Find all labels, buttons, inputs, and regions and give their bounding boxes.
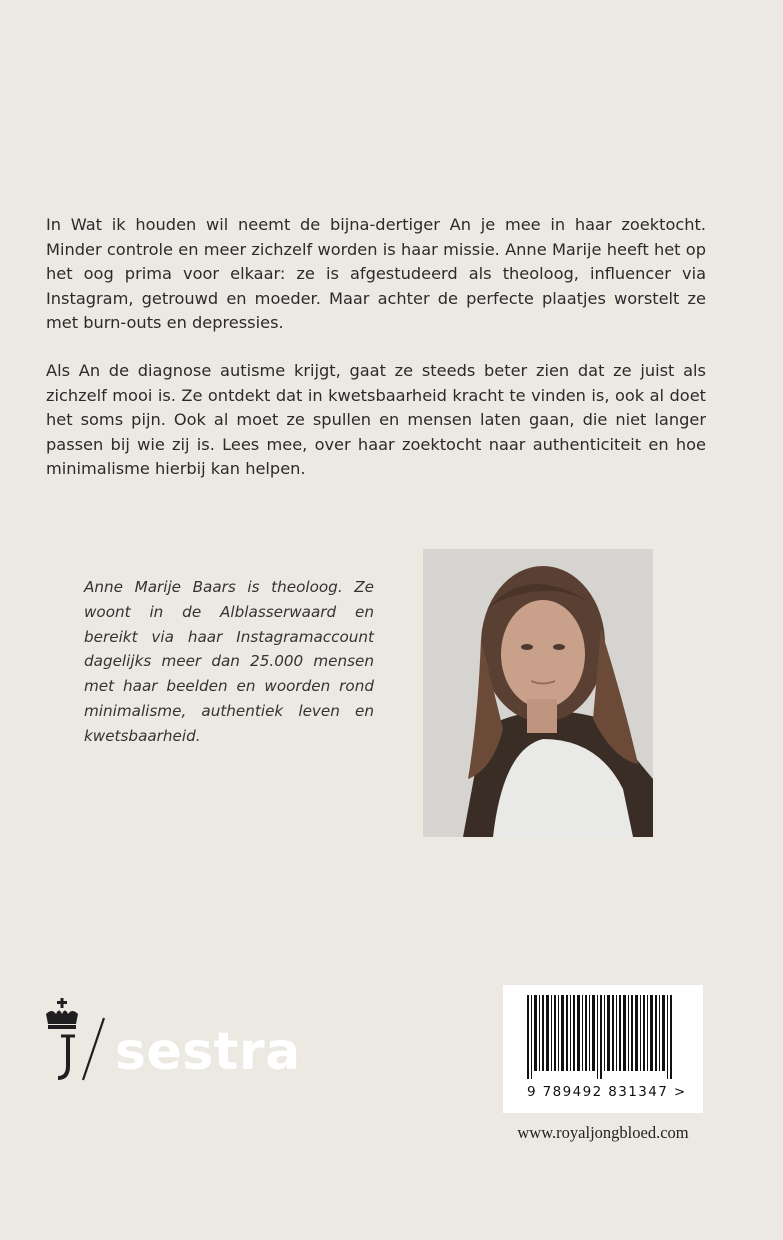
blurb-paragraph-2: Als An de diagnose autisme krijgt, gaat ze steeds beter zien dat ze juist als zichzelf mooi is. Ze ontdekt dat in kwetsbaarheid kracht te vinden is, ook al doet het soms pijn. Ook al moet ze spullen en mensen laten gaan, die niet langer passen bij wie zij is. Lees mee, over haar zoektocht naar authenticiteit en hoe minimalisme hierbij kan helpen. [46,360,706,479]
back-cover-blurb [46,213,706,505]
imprint-name: sestra [115,1022,301,1082]
author-bio: Anne Marije Baars is theoloog. Ze woont in de Alblasserwaard en bereikt via haar Instagramaccount dagelijks meer dan 25.000 mensen met haar beelden en woorden rond minimalisme, authentiek leven en kwetsbaarheid. [84,578,374,745]
author-photo [423,549,653,837]
blurb-paragraph-1: In Wat ik houden wil neemt de bijna-dertiger An je mee in haar zoektocht. Minder controle en meer zichzelf worden is haar missie. Anne Marije heeft het op het oog prima voor elkaar: ze is afgestudeerd als theoloog, influencer via Instagram, getrouwd en moeder. Maar achter de perfecte plaatjes worstelt ze met burn-outs en depressies. [46,215,706,333]
author-portrait-illustration [423,549,653,837]
isbn-number: 9 789492 831347 > [527,1084,687,1100]
publisher-website[interactable]: www.royaljongbloed.com [517,1123,689,1142]
